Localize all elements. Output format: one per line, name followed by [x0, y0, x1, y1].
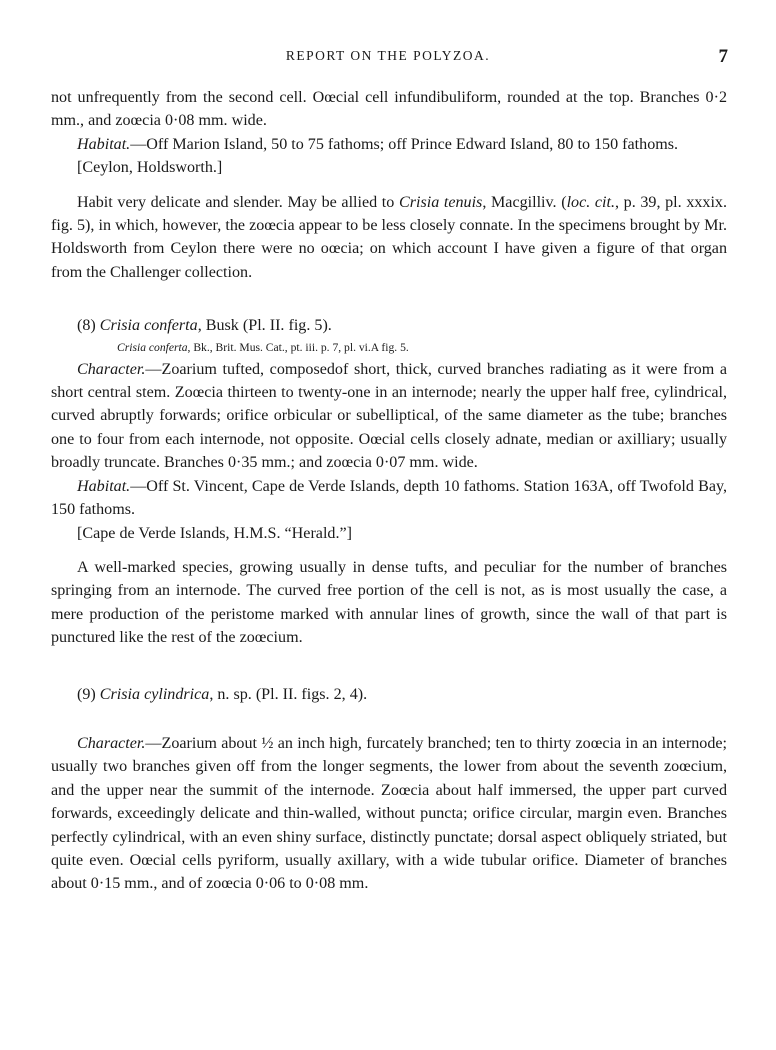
habitat-text: —Off St. Vincent, Cape de Verde Islands, depth 10 fathoms. Station 163A, off Twofold Bay, 150 fathoms. [51, 477, 727, 519]
synonymy-reference: Crisia conferta, Bk., Brit. Mus. Cat., pt. iii. p. 7, pl. vi.A fig. 5. [117, 340, 409, 354]
species-name: Crisia cylindrica [99, 685, 210, 703]
species-heading [51, 314, 727, 337]
character-label: Character. [77, 734, 146, 752]
species-name: Crisia tenuis [398, 193, 483, 211]
character-paragraph: Character.—Zoarium about ½ an inch high, furcately branched; ten to thirty zoœcia in an internode; usually two branches given off from the longer segments, the lower from about the seventh zoœcium, and the upper near the summit of the internode. Zoœcia about half immersed, the upper part curved forwards, exceedingly delicate and thin-walled, without puncta; orifice circular, margin even. Branches perfectly cylindrical, with an even shiny surface, distinctly punctate; dorsal aspect obliquely striated, but quite even. Oœcial cells pyriform, usually axillary, with a wide tubular orifice. Diameter of branches about 0·15 mm., and of zoœcia 0·06 to 0·08 mm. [51, 734, 728, 893]
habitat-text: —Off Marion Island, 50 to 75 fathoms; off Prince Edward Island, 80 to 150 fathoms. [130, 135, 679, 153]
species-heading [51, 683, 727, 706]
distribution-note: [Ceylon, Holdsworth.] [77, 159, 223, 177]
continuation-paragraph: not unfrequently from the second cell. Oœcial cell infundibuliform, rounded at the top. Branches 0·2 mm., and zoœcia 0·08 mm. wide. [51, 89, 727, 130]
running-header [0, 46, 776, 68]
fraction: ½ [261, 734, 274, 752]
body-text [51, 86, 727, 896]
remarks-paragraph: Habit very delicate and slender. May be allied to Crisia tenuis, Macgilliv. (loc. cit., p. 39, pl. xxxix. fig. 5), in which, however, the zoœcia appear to be less closely connate. In the specimens brought by Mr. Holdsworth from Ceylon there were no oœcia; on which account I have given a figure of that organ from the Challenger collection. [51, 193, 728, 281]
habitat-paragraph [51, 475, 727, 522]
character-text: —Zoarium tufted, composedof short, thick, curved branches radiating as it were from a short central stem. Zoœcia thirteen to twenty-one in an internode; nearly the upper half free, cylindrical, curved abruptly forwards; orifice orbicular or subelliptical, of the same diameter as the tube; branches one to four from each internode, not opposite. Oœcial cells closely adnate, median or axilliary; usually broadly truncate. Branches 0·35 mm.; and zoœcia 0·07 mm. wide. [51, 360, 727, 472]
page-number: 7 [718, 46, 728, 67]
habitat-label: Habitat. [77, 135, 131, 153]
distribution-note: [Cape de Verde Islands, H.M.S. “Herald.”] [77, 524, 352, 542]
species-name: Crisia conferta [99, 317, 198, 335]
species-number: (9) [77, 685, 96, 703]
remarks-paragraph: A well-marked species, growing usually in dense tufts, and peculiar for the number of branches springing from an internode. The curved free portion of the cell is not, as is most usually the case, a mere production of the peristome marked with annular lines of growth, since the wall of that part is punctured like the rest of the zoœcium. [51, 558, 727, 647]
habitat-paragraph [51, 133, 727, 156]
habitat-label: Habitat. [77, 477, 131, 495]
species-authority: , Busk (Pl. II. fig. 5). [197, 317, 332, 335]
species-authority: , n. sp. (Pl. II. figs. 2, 4). [209, 685, 368, 703]
character-paragraph [51, 358, 727, 475]
species-number: (8) [77, 317, 96, 335]
header-title: REPORT ON THE POLYZOA. [285, 48, 491, 63]
loc-cit: loc. cit. [566, 193, 615, 211]
character-label: Character. [77, 360, 146, 378]
